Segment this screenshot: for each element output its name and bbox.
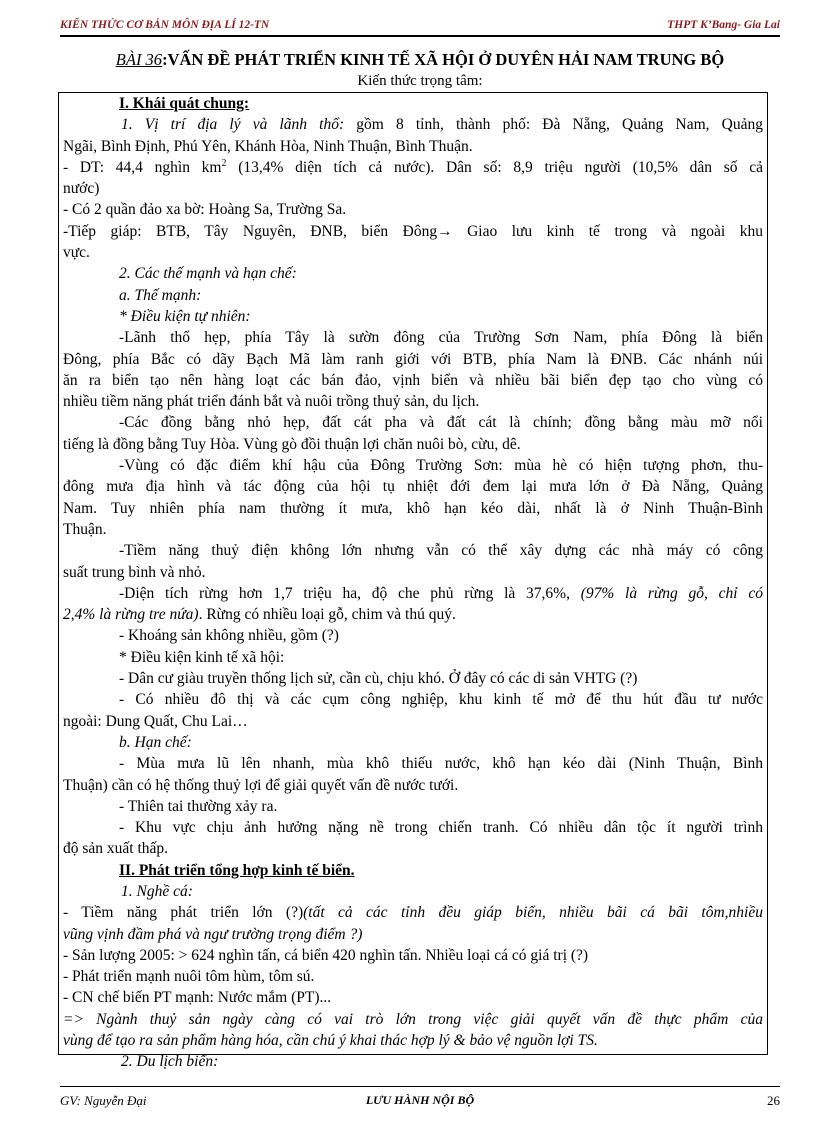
text-line: Ngãi, Bình Định, Phú Yên, Khánh Hòa, Ninh Thuận, Bình Thuận. [63, 137, 473, 155]
text-line: - Khoáng sản không nhiều, gồm (?) [119, 627, 339, 645]
text-line: 2. Các thế mạnh và hạn chế: [119, 265, 297, 283]
text-line: * Điều kiện tự nhiên: [119, 307, 251, 325]
text-line: Thuận) cần có hệ thống thuỷ lợi để giải quyết vấn đề nước tưới. [63, 776, 459, 794]
text-line: 2,4% là rừng tre nứa). Rừng có nhiều loại gỗ, chim và thú quý. [63, 606, 456, 624]
text-line: - Có nhiều đô thị và các cụm công nghiệp, khu kinh tế mở để thu hút đầu tư nước [119, 691, 763, 709]
text-line: -Tiềm năng thuỷ điện không lớn nhưng vẫn có thể xây dựng các nhà máy có công [119, 542, 763, 560]
content-box [58, 92, 768, 1071]
lesson-number: BÀI 36 [115, 50, 163, 69]
arrow-right-icon: → [437, 222, 453, 240]
text-line: - Sản lượng 2005: > 624 nghìn tấn, cá biển 420 nghìn tấn. Nhiều loại cá có giá trị (?) [63, 946, 589, 964]
text-line: vũng vịnh đầm phá và ngư trường trọng điểm ?) [63, 925, 363, 943]
text-line: a. Thế mạnh: [119, 286, 202, 304]
text-line: nhiều tiềm năng phát triển đánh bắt và nuôi trồng thuỷ sản, du lịch. [63, 393, 480, 411]
text-line: ngoài: Dung Quất, Chu Lai… [63, 712, 248, 730]
text-line: - Tiềm năng phát triển lớn (?)(tất cả các tỉnh đều giáp biển, nhiều bãi cá bãi tôm,nhiều [63, 904, 763, 922]
section-heading-2: II. Phát triển tổng hợp kinh tế biển. [119, 861, 355, 879]
text-line: Nam. Tuy nhiên phía nam thường ít mưa, khô hạn kéo dài, nhất là ở Ninh Thuận-Bình [63, 499, 763, 517]
text-line: 1. Vị trí địa lý và lãnh thổ: gồm 8 tỉnh, thành phố: Đà Nẵng, Quảng Nam, Quảng [121, 116, 763, 134]
text-line: 1. Nghề cá: [121, 882, 193, 900]
text-line: vực. [63, 244, 90, 262]
text-line: độ sản xuất thấp. [63, 840, 169, 858]
text-line: - Mùa mưa lũ lên nhanh, mùa khô thiếu nước, khô hạn kéo dài (Ninh Thuận, Bình [119, 755, 763, 773]
text-line: -Diện tích rừng hơn 1,7 triệu ha, độ che phủ rừng là 37,6%, (97% là rừng gỗ, chỉ có [119, 584, 763, 602]
text-line: - Khu vực chịu ảnh hưởng nặng nề trong chiến tranh. Có nhiều dân tộc ít người trình [119, 819, 763, 837]
page-title [60, 49, 780, 71]
lesson-title: :VẤN ĐỀ PHÁT TRIỂN KINH TẾ XÃ HỘI Ở DUYÊN HẢI NAM TRUNG BỘ [162, 50, 725, 69]
text-line: tiếng là đồng bằng Tuy Hòa. Vùng gò đồi thuận lợi chăn nuôi bò, cừu, dê. [63, 435, 521, 453]
page-header [60, 17, 780, 37]
text-line: * Điều kiện kinh tế xã hội: [119, 648, 285, 666]
text-line: ăn ra biển tạo nên hàng loạt các bán đảo, vịnh biển và nhiều bãi biển đẹp tạo cho vùng có [63, 371, 763, 389]
text-line: => Ngành thuỷ sản ngày càng có vai trò lớn trong việc giải quyết vấn đề thực phẩm của [63, 1010, 763, 1028]
footer-center: LƯU HÀNH NỘI BỘ [365, 1093, 475, 1107]
text-line: -Vùng có đặc điểm khí hậu của Đông Trường Sơn: mùa hè có hiện tượng phơn, thu- [119, 457, 763, 475]
text-line: - Dân cư giàu truyền thống lịch sử, cần cù, chịu khó. Ở đây có các di sản VHTG (?) [119, 670, 638, 688]
header-right: THPT K’Bang- Gia Lai [667, 19, 780, 31]
section-heading-1: I. Khái quát chung: [119, 95, 250, 112]
footer-author: GV: Nguyễn Đại [60, 1093, 147, 1108]
text-line: - Phát triển mạnh nuôi tôm hùm, tôm sú. [63, 968, 315, 986]
text-line: suất trung bình và nhỏ. [63, 563, 206, 581]
text-line: - DT: 44,4 nghìn $km^2$ (13,4% diện tích cả nước). Dân số: 8,9 triệu người (10,5% dân số cả [63, 157, 763, 176]
page-subtitle: Kiến thức trọng tâm: [357, 73, 483, 89]
text-line: nước) [63, 180, 100, 198]
page-footer [60, 1086, 780, 1108]
text-line: đông mưa địa hình và tác động của hội tụ nhiệt đới đem lại mưa lớn ở Đà Nẵng, Quảng [63, 478, 763, 496]
text-line: b. Hạn chế: [119, 733, 192, 751]
page-number: 26 [767, 1093, 780, 1108]
text-line: -Lãnh thổ hẹp, phía Tây là sườn đông của Trường Sơn Nam, phía Đông là biển [119, 329, 763, 347]
text-line: - CN chế biến PT mạnh: Nước mắm (PT)... [63, 989, 332, 1007]
text-line: 2. Du lịch biển: [121, 1053, 219, 1071]
text-line: Thuận. [63, 520, 107, 538]
text-line: Đông, phía Bắc có dãy Bạch Mã làm ranh giới với BTB, phía Nam là ĐNB. Các nhánh núi [63, 350, 763, 368]
text-line: - Thiên tai thường xảy ra. [119, 797, 278, 815]
text-line: - Có 2 quần đảo xa bờ: Hoàng Sa, Trường Sa. [63, 201, 347, 219]
header-left: KIẾN THỨC CƠ BẢN MÔN ĐỊA LÍ 12-TN [60, 19, 270, 31]
text-line: vùng để tạo ra sản phẩm hàng hóa, cần chú ý khai thác hợp lý & bảo vệ nguồn lợi TS. [63, 1032, 598, 1050]
text-line: -Tiếp giáp: BTB, Tây Nguyên, ĐNB, biển Đông→ Giao lưu kinh tế trong và ngoài khu [63, 222, 763, 240]
text-line: -Các đồng bằng nhỏ hẹp, đất cát pha và đất cát là chính; đồng bằng màu mỡ nổi [119, 414, 763, 432]
